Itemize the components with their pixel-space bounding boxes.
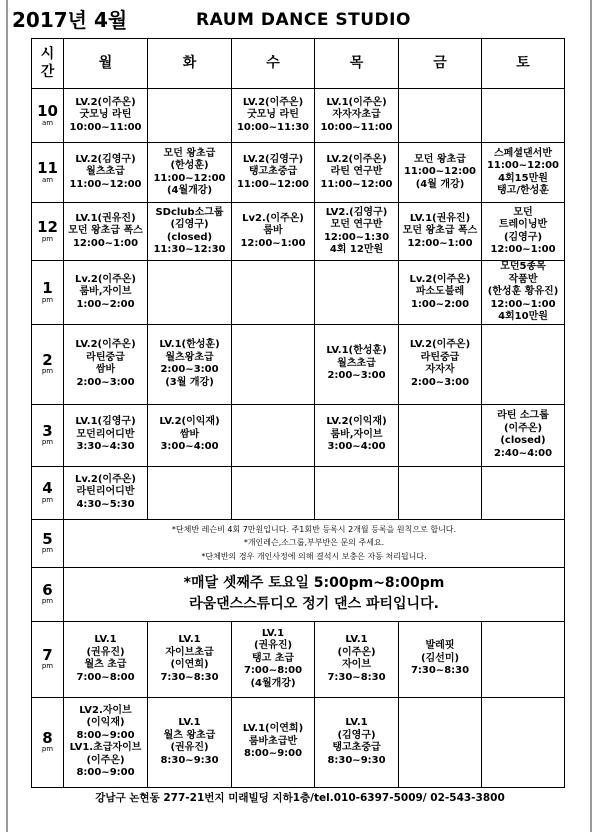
class-cell-wed (232, 621, 315, 697)
header-sat: 토 (482, 39, 565, 89)
row-6pm (32, 567, 565, 621)
class-cell-mon (64, 203, 148, 261)
class-line: LV.1 (261, 627, 285, 639)
class-line: 12:00~1:00 (72, 237, 139, 249)
header-fri: 금 (399, 39, 482, 89)
class-cell-sat (482, 621, 565, 697)
class-line: 탱고 초급 (251, 652, 295, 664)
class-line: 11:00~12:00 (236, 178, 310, 190)
class-cell-tue (148, 404, 232, 466)
class-line: LV.1 (94, 634, 117, 645)
time-hour: 11 (37, 159, 58, 178)
row-10am (32, 89, 565, 143)
class-cell-tue (148, 324, 232, 404)
class-cell-thu (315, 621, 399, 697)
class-cell-tue (148, 89, 232, 143)
class-line: LV.1 (345, 717, 368, 728)
time-ampm: pm (41, 367, 54, 376)
class-line: 쌈바 (179, 428, 200, 440)
time-cell (32, 466, 64, 519)
class-cell-mon (64, 621, 148, 697)
class-line: (권유진) (170, 742, 209, 753)
time-ampm: pm (41, 662, 54, 671)
class-line: 룸바,자이브 (79, 286, 132, 297)
class-line: 7:30~8:30 (410, 665, 470, 677)
class-line: LV.2(이주온) (242, 96, 304, 108)
note-2: *개인레슨,소그룹,부부반은 문의 주세요. (243, 538, 385, 548)
class-cell-sat (482, 89, 565, 143)
class-cell-thu (315, 89, 399, 143)
class-line: 모던 왕초급 (414, 153, 466, 165)
time-cell (32, 89, 64, 143)
time-hour: 2 (42, 350, 53, 369)
party-cell (64, 567, 565, 621)
class-line: LV.2(김영구) (75, 153, 136, 165)
class-line: 2:00~3:00 (410, 376, 470, 388)
class-cell-fri (399, 89, 482, 143)
class-line: 탱고/한성훈 (497, 185, 549, 196)
class-cell-tue (148, 466, 232, 519)
class-line: 11:00~12:00 (403, 166, 477, 178)
class-line: 라틴 연구반 (330, 166, 383, 178)
class-line: 탱고초중급 (248, 166, 298, 178)
class-line: LV.1(권유진) (75, 212, 136, 224)
class-line: (3월 개강) (165, 376, 214, 388)
time-hour: 4 (42, 479, 53, 498)
time-6: 6 pm (32, 567, 64, 621)
class-line: LV.1(이주온) (326, 96, 387, 108)
class-cell-wed (232, 143, 315, 203)
class-line: 11:00~12:00 (320, 178, 393, 190)
class-line: 11:30~12:30 (153, 244, 226, 255)
notes-cell (64, 519, 565, 567)
class-line: LV.1(한성훈) (326, 345, 387, 357)
header-tue: 화 (148, 39, 232, 89)
class-cell-sat (482, 203, 565, 261)
class-cell-thu (315, 697, 399, 787)
class-line: (4월개강) (250, 677, 296, 689)
class-line: 8:00~9:00 (76, 767, 135, 778)
schedule-table (31, 38, 565, 788)
class-line: (이주온) (337, 646, 376, 658)
time-cell (32, 621, 64, 697)
time-hour: 12 (37, 218, 58, 237)
class-cell-mon (64, 697, 148, 787)
class-cell-thu (315, 261, 399, 325)
class-cell-mon (64, 404, 148, 466)
class-line: 발레핏 (425, 640, 455, 652)
class-cell-sat (482, 261, 565, 325)
class-line: 8:30~9:30 (327, 754, 386, 766)
class-line: 8:30~9:30 (160, 754, 219, 766)
class-cell-sat (482, 697, 565, 787)
time-cell (32, 261, 64, 325)
class-line: 12:00~1:00 (490, 298, 556, 310)
class-line: LV.1(김영구) (75, 416, 136, 428)
time-hour: 8 (42, 728, 53, 747)
class-line: (권유진) (86, 646, 125, 658)
class-line: 탱고초중급 (332, 742, 381, 753)
class-line: 모던 왕초급 폭스 (68, 225, 143, 237)
row-11am (32, 143, 565, 203)
header-time: 시 간 (32, 39, 64, 89)
time-cell (32, 324, 64, 404)
row-5pm (32, 519, 565, 567)
class-line: 4회10만원 (498, 311, 548, 322)
class-cell-mon (64, 261, 148, 325)
party-line-2: 라움댄스스튜디오 정기 댄스 파티입니다. (189, 596, 439, 612)
class-line: (4월 개강) (415, 178, 465, 190)
class-line: SDclub소그룹 (155, 206, 224, 218)
class-line: Lv.2(이주온) (409, 273, 471, 285)
class-line: LV.2(이익재) (326, 416, 387, 428)
class-line: 모던 연구반 (330, 219, 383, 230)
class-line: 월츠초급 (337, 357, 376, 369)
class-line: 모던 왕초급 폭스 (402, 225, 478, 237)
class-line: (김영구) (337, 729, 376, 741)
class-line: 자자자초급 (332, 109, 381, 121)
class-line: LV.2(이익재) (159, 416, 220, 428)
class-line: 모던리어디반 (76, 428, 135, 440)
class-cell-sat (482, 466, 565, 519)
class-line: Lv2.(이주온) (242, 212, 304, 224)
class-line: 7:00~8:00 (76, 671, 135, 683)
class-line: 3:00~4:00 (327, 441, 386, 453)
time-cell (32, 404, 64, 466)
row-8pm (32, 697, 565, 787)
class-line: 월츠초급 (86, 166, 125, 178)
class-line: 10:00~11:00 (69, 121, 142, 133)
class-line: 4회 12만원 (329, 244, 384, 255)
class-line: 12:00~1:30 (323, 231, 390, 243)
class-line: 스페셜댄서반 (494, 147, 552, 159)
class-line: 쌈바 (95, 364, 116, 375)
class-line: 월츠왕초급 (165, 351, 214, 363)
class-line: 라틴리어디반 (76, 486, 135, 498)
class-line: 8:00~9:00 (76, 729, 135, 741)
class-line: (closed) (500, 435, 546, 446)
studio-title: RAUM DANCE STUDIO (196, 10, 411, 30)
class-line: 라틴중급 (86, 351, 125, 363)
class-cell-tue (148, 621, 232, 697)
class-line: 굿모닝 라틴 (79, 109, 132, 121)
class-line: 7:30~8:30 (160, 671, 219, 683)
time-hour: 1 (42, 279, 53, 298)
class-cell-mon (64, 89, 148, 143)
class-cell-fri (399, 621, 482, 697)
class-line: LV.1 (345, 634, 368, 645)
class-line: (권유진) (253, 640, 293, 652)
class-line: 1:00~2:00 (76, 298, 135, 310)
class-cell-wed (232, 404, 315, 466)
class-line: LV2.자이브 (79, 704, 132, 716)
class-line: LV.1(권유진) (409, 212, 471, 224)
class-line: LV.1 (178, 717, 201, 728)
time-ampm: pm (41, 234, 54, 243)
time-ampm: pm (41, 438, 54, 447)
time-ampm: pm (41, 495, 54, 504)
class-cell-fri (399, 466, 482, 519)
class-line: 11:00~12:00 (69, 178, 142, 190)
class-line: 자이브 (342, 659, 371, 670)
header-thu: 목 (315, 39, 399, 89)
class-line: LV.2(김영구) (242, 153, 304, 165)
time-hour: 10 (37, 102, 58, 121)
class-line: 파소도블레 (415, 286, 465, 297)
class-line: 8:00~9:00 (243, 748, 303, 760)
time-hour: 7 (42, 645, 53, 664)
time-5: 5 pm (32, 519, 64, 567)
time-cell (32, 143, 64, 203)
class-cell-thu (315, 324, 399, 404)
class-line: 라틴 소그룹 (497, 410, 549, 421)
class-line: 2:00~3:00 (160, 364, 219, 375)
note-1: *단체반 레슨비 4회 7만원입니다. 주1회반 등록시 2개월 등록을 원칙으로 합니다. (171, 524, 457, 534)
class-cell-sat (482, 404, 565, 466)
note-3: *단체반의 경우 개인사정에 의해 결석시 보충은 자동 처리됩니다. (201, 551, 427, 561)
class-line: 모던 왕초급 (163, 147, 216, 159)
class-line: 굿모닝 라틴 (247, 109, 299, 121)
row-12pm (32, 203, 565, 261)
class-line: 2:00~3:00 (76, 376, 135, 388)
class-cell-thu (315, 203, 399, 261)
class-line: 룸바,자이브 (330, 428, 383, 440)
class-line: 10:00~11:30 (236, 121, 310, 133)
class-cell-tue (148, 697, 232, 787)
class-line: LV.1 (178, 634, 201, 645)
class-cell-tue (148, 143, 232, 203)
class-cell-wed (232, 466, 315, 519)
class-line: 자이브초급 (165, 646, 214, 658)
class-line: LV2.(김영구) (325, 206, 388, 218)
header-mon: 월 (64, 39, 148, 89)
row-2pm (32, 324, 565, 404)
class-line: (이익재) (86, 717, 125, 728)
class-line: 모던 (513, 206, 533, 218)
class-line: 3:00~4:00 (160, 441, 219, 453)
class-cell-fri (399, 203, 482, 261)
header-row (32, 39, 565, 89)
class-line: 4:30~5:30 (76, 498, 135, 510)
class-cell-tue (148, 261, 232, 325)
time-ampm: pm (41, 745, 54, 754)
class-line: (이주온) (86, 754, 125, 766)
class-cell-mon (64, 324, 148, 404)
class-line: LV.1(한성훈) (159, 339, 220, 350)
row-4pm (32, 466, 565, 519)
class-cell-thu (315, 143, 399, 203)
class-line: (이연희) (170, 659, 209, 670)
class-cell-tue (148, 203, 232, 261)
class-line: 12:00~1:00 (490, 244, 556, 255)
class-cell-fri (399, 404, 482, 466)
class-line: LV.2(이주온) (326, 153, 387, 165)
class-line: (한성훈) (170, 160, 209, 171)
class-cell-mon (64, 466, 148, 519)
time-cell (32, 697, 64, 787)
class-line: (김영구) (170, 219, 209, 230)
row-7pm (32, 621, 565, 697)
class-line: 12:00~1:00 (407, 237, 473, 249)
class-line: 3:30~4:30 (76, 441, 135, 453)
class-line: (4월개강) (166, 185, 213, 196)
class-line: 1:00~2:00 (410, 298, 470, 310)
class-line: 룸바 (263, 225, 283, 237)
class-line: 라틴중급 (420, 351, 460, 363)
class-line: 7:00~8:00 (243, 665, 303, 677)
month-title: 2017년 4월 (12, 8, 128, 32)
class-cell-thu (315, 404, 399, 466)
class-line: 2:40~4:00 (493, 447, 553, 459)
class-line: 룸바초급반 (248, 735, 298, 747)
time-hour: 3 (42, 421, 53, 440)
footer-address: 강남구 논현동 277-21번지 미래빌딩 지하1층/tel.010-6397-5009/ 02-543-3800 (95, 792, 505, 804)
class-cell-mon (64, 143, 148, 203)
class-line: 월츠 초급 (84, 659, 127, 670)
time-ampm: am (41, 118, 54, 127)
class-line: 10:00~11:00 (320, 121, 393, 133)
class-line: LV.2(이주온) (75, 96, 136, 108)
row-1pm (32, 261, 565, 325)
header-wed: 수 (232, 39, 315, 89)
class-cell-sat (482, 143, 565, 203)
class-line: LV.2(이주온) (75, 339, 136, 350)
class-cell-wed (232, 261, 315, 325)
time-cell (32, 203, 64, 261)
time-ampm: am (41, 175, 54, 184)
class-line: 작품반 (508, 273, 538, 285)
class-line: Lv.2(이주온) (75, 273, 136, 285)
class-cell-wed (232, 89, 315, 143)
class-cell-wed (232, 324, 315, 404)
class-line: 11:00~12:00 (486, 160, 560, 171)
class-line: (closed) (166, 231, 213, 243)
class-line: (이주온) (503, 422, 543, 434)
class-line: LV.1(이연희) (242, 723, 304, 735)
class-line: 12:00~1:00 (240, 237, 306, 249)
class-line: LV.2(이주온) (409, 339, 471, 350)
party-line-1: *매달 셋째주 토요일 5:00pm~8:00pm (183, 575, 445, 591)
class-line: 월츠 왕초급 (163, 729, 216, 741)
class-line: 11:00~12:00 (153, 172, 226, 184)
class-cell-fri (399, 697, 482, 787)
class-line: (김선미) (420, 652, 460, 664)
class-line: 2:00~3:00 (327, 370, 386, 382)
class-cell-fri (399, 143, 482, 203)
class-line: 4회15만원 (498, 172, 548, 184)
class-line: 자자자 (425, 364, 455, 375)
class-line: (김영구) (503, 231, 543, 243)
time-ampm: pm (41, 295, 54, 304)
class-line: 모던5종목 (500, 261, 546, 272)
class-line: 7:30~8:30 (327, 671, 386, 683)
class-line: LV1.초급자이브 (69, 742, 142, 753)
class-line: Lv.2(이주온) (75, 473, 136, 485)
class-cell-wed (232, 697, 315, 787)
row-3pm (32, 404, 565, 466)
class-line: 트레이닝반 (498, 219, 548, 230)
class-cell-wed (232, 203, 315, 261)
class-cell-thu (315, 466, 399, 519)
class-cell-fri (399, 261, 482, 325)
class-cell-sat (482, 324, 565, 404)
class-cell-fri (399, 324, 482, 404)
class-line: (한성훈 황유진) (487, 286, 559, 297)
